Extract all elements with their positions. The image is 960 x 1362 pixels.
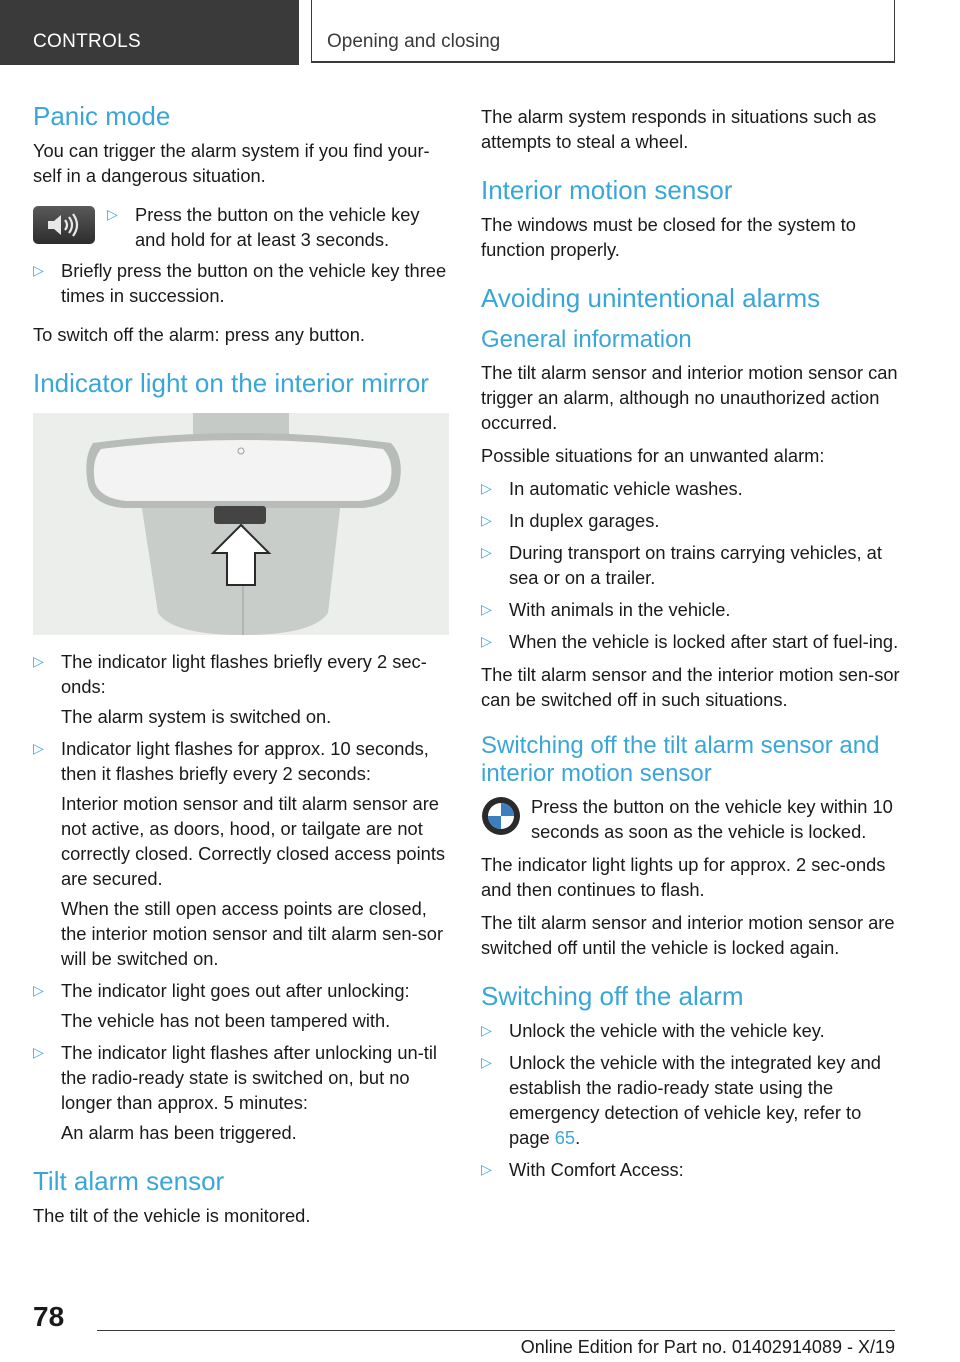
list-item xyxy=(481,1157,901,1182)
page-reference-link[interactable]: 65 xyxy=(554,1127,576,1148)
tilt-continued-text: The alarm system responds in situations such as attempts to steal a wheel. xyxy=(481,106,877,152)
bullet-triangle-icon: ▷ xyxy=(481,633,492,649)
situation-3: During transport on trains carrying vehicles, at sea or on a trailer. xyxy=(509,542,882,588)
right-column xyxy=(481,104,901,1190)
footer-divider xyxy=(97,1330,895,1331)
list-item xyxy=(33,1040,449,1145)
bullet-triangle-icon: ▷ xyxy=(33,653,44,669)
indicator-heading: Indicator light on the interior mirror xyxy=(33,368,429,398)
list-item xyxy=(481,508,901,533)
bullet-triangle-icon: ▷ xyxy=(481,1022,492,1038)
panic-intro-text: You can trigger the alarm system if you find your-self in a dangerous situation. xyxy=(33,140,430,186)
alarm-off-step-3: With Comfort Access: xyxy=(509,1159,684,1180)
bmw-logo-icon xyxy=(481,796,521,836)
situation-2: In duplex garages. xyxy=(509,510,660,531)
list-item xyxy=(33,258,449,308)
bullet-triangle-icon: ▷ xyxy=(481,480,492,496)
indicator-bullet-2: Indicator light flashes for approx. 10 seconds, then it flashes briefly every 2 seconds: xyxy=(61,738,429,784)
panic-bullet-1: Press the button on the vehicle key and hold for at least 3 seconds. xyxy=(135,204,420,250)
list-item xyxy=(481,597,901,622)
bullet-triangle-icon: ▷ xyxy=(33,740,44,756)
indicator-bullet-3: The indicator light goes out after unlocking: xyxy=(61,980,410,1001)
panic-bullet-2: Briefly press the button on the vehicle key three times in succession. xyxy=(61,260,447,306)
footer-edition: Online Edition for Part no. 01402914089 - X/19 xyxy=(520,1337,895,1357)
bullet-triangle-icon: ▷ xyxy=(33,1044,44,1060)
switch-off-text: Press the button on the vehicle key within 10 seconds as soon as the vehicle is locked. xyxy=(531,796,893,842)
indicator-bullet-4: The indicator light flashes after unlocking un-til the radio-ready state is switched on, but no longer than approx. 5 minutes: xyxy=(61,1042,437,1113)
bullet-triangle-icon: ▷ xyxy=(481,1054,492,1070)
general-info-heading: General information xyxy=(481,326,692,353)
possible-situations-list xyxy=(481,476,901,654)
switchable-text: The tilt alarm sensor and the interior motion sen-sor can be switched off in such situations. xyxy=(481,664,900,710)
panic-mode-heading: Panic mode xyxy=(33,101,171,131)
panic-off-text: To switch off the alarm: press any button. xyxy=(33,324,365,345)
bullet-triangle-icon: ▷ xyxy=(33,262,44,278)
indicator-bullet-2-sub-1: Interior motion sensor and tilt alarm sensor are not active, as doors, hood, or tailgate are not correctly closed. Correctly closed access points are secured. xyxy=(61,793,446,889)
general-info-text: The tilt alarm sensor and interior motion sensor can trigger an alarm, although no unauthorized action occurred. xyxy=(481,362,898,433)
header-chapter-label: Opening and closing xyxy=(327,31,501,52)
bullet-triangle-icon: ▷ xyxy=(481,512,492,528)
header-section-tab xyxy=(0,0,299,65)
list-item xyxy=(481,629,901,654)
list-item: ▷ Unlock the vehicle with the integrated key and establish the radio-ready state using the emergency detection of vehicle key, refer to page 65. xyxy=(481,1052,881,1148)
situation-1: In automatic vehicle washes. xyxy=(509,478,743,499)
list-item xyxy=(33,736,449,971)
header-chapter-tab xyxy=(311,0,895,63)
indicator-bullet-1-sub-1: The alarm system is switched on. xyxy=(61,706,332,727)
indicator-bullet-4-sub-1: An alarm has been triggered. xyxy=(61,1122,297,1143)
indicator-bullet-1: The indicator light flashes briefly every 2 sec-onds: xyxy=(61,651,427,697)
switch-off-instruction xyxy=(481,794,901,844)
list-item xyxy=(33,649,449,729)
alarm-off-step-2: Unlock the vehicle with the integrated key and establish the radio-ready state using the emergency detection of vehicle key, refer to page xyxy=(509,1052,881,1148)
switch-off-alarm-heading: Switching off the alarm xyxy=(481,981,744,1011)
indicator-bullet-2-sub-2: When the still open access points are closed, the interior motion sensor and tilt alarm sen-sor will be switched on. xyxy=(61,898,444,969)
bullet-triangle-icon: ▷ xyxy=(107,206,118,222)
list-item xyxy=(481,1018,901,1043)
switch-off-sensors-heading: Switching off the tilt alarm sensor and interior motion sensor xyxy=(481,732,880,787)
indicator-lights-text: The indicator light lights up for approx. 2 sec-onds and then continues to flash. xyxy=(481,854,886,900)
bullet-triangle-icon: ▷ xyxy=(33,982,44,998)
bullet-triangle-icon: ▷ xyxy=(481,601,492,617)
bullet-triangle-icon: ▷ xyxy=(481,544,492,560)
list-item xyxy=(33,978,449,1033)
panic-bullet-list xyxy=(33,258,449,308)
indicator-bullet-3-sub-1: The vehicle has not been tampered with. xyxy=(61,1010,391,1031)
mirror-illustration xyxy=(33,413,449,635)
bullet-triangle-icon: ▷ xyxy=(481,1161,492,1177)
left-column xyxy=(33,100,449,1236)
tilt-sensor-text: The tilt of the vehicle is monitored. xyxy=(33,1205,311,1226)
speaker-icon xyxy=(44,211,84,239)
motion-sensor-text: The windows must be closed for the system to function properly. xyxy=(481,214,856,260)
situation-5: When the vehicle is locked after start of fuel-ing. xyxy=(509,631,899,652)
switch-off-alarm-list xyxy=(481,1018,901,1182)
motion-sensor-heading: Interior motion sensor xyxy=(481,175,733,205)
panic-button-key-image xyxy=(33,206,95,244)
avoid-alarms-heading: Avoiding unintentional alarms xyxy=(481,283,821,313)
list-item xyxy=(107,202,449,252)
situation-4: With animals in the vehicle. xyxy=(509,599,731,620)
indicator-bullet-list xyxy=(33,649,449,1145)
page-number: 78 xyxy=(33,1301,65,1332)
list-item xyxy=(481,540,901,590)
tilt-sensor-heading: Tilt alarm sensor xyxy=(33,1166,225,1196)
list-item xyxy=(481,476,901,501)
interior-mirror-image xyxy=(33,413,449,635)
panic-key-row xyxy=(33,202,449,252)
possible-situations-text: Possible situations for an unwanted alarm: xyxy=(481,445,825,466)
switched-off-until-text: The tilt alarm sensor and interior motion sensor are switched off until the vehicle is locked again. xyxy=(481,912,895,958)
header-section-label: CONTROLS xyxy=(33,31,141,52)
alarm-off-step-1: Unlock the vehicle with the vehicle key. xyxy=(509,1020,825,1041)
